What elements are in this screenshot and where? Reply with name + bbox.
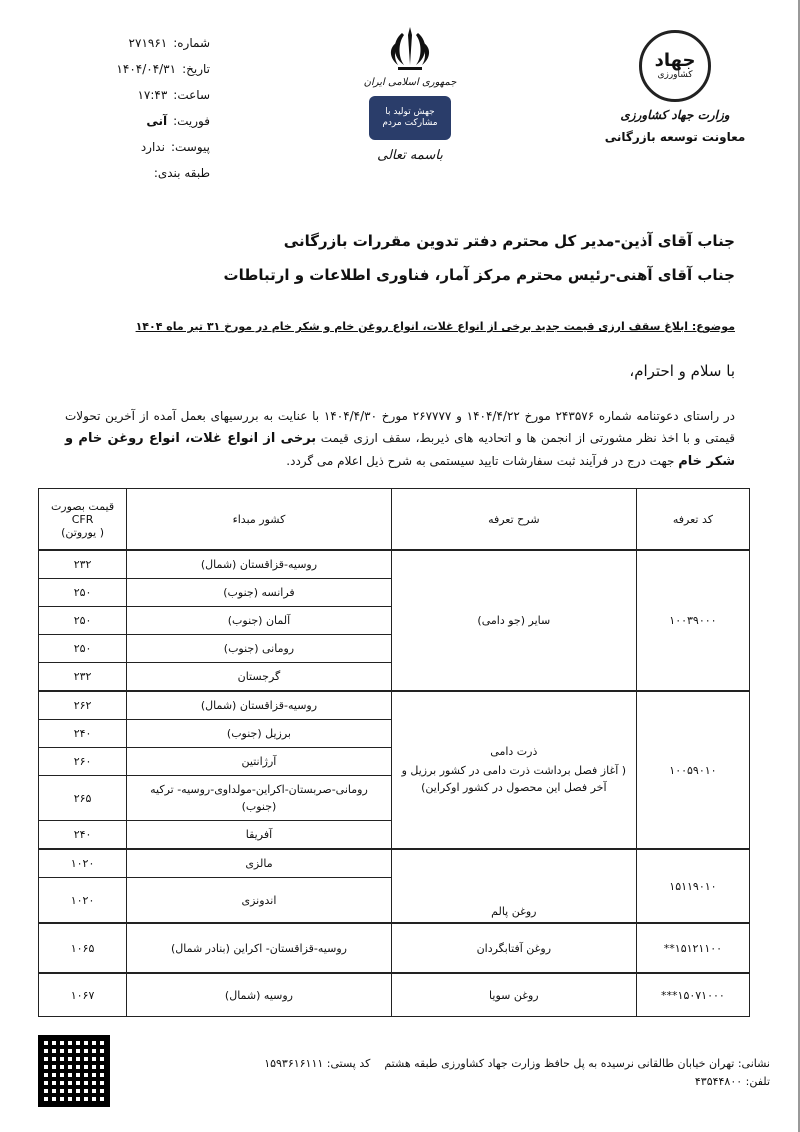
table-row bbox=[39, 550, 750, 579]
table-row bbox=[39, 849, 750, 878]
header-code: کد تعرفه bbox=[636, 489, 749, 551]
tariff-desc-note: ( آغاز فصل برداشت ذرت دامی در کشور برزیل و آخر فصل این محصول در کشور اوکراین) bbox=[401, 763, 627, 794]
price-cell: ۲۵۰ bbox=[39, 579, 127, 607]
price-cell: ۲۴۰ bbox=[39, 720, 127, 748]
origin-cell: مالزی bbox=[127, 849, 392, 878]
tariff-code: ۱۵۰۷۱۰۰۰*** bbox=[636, 973, 749, 1017]
price-cell: ۱۰۶۷ bbox=[39, 973, 127, 1017]
meta-attachment bbox=[60, 134, 210, 160]
origin-cell: روسیه (شمال) bbox=[127, 973, 392, 1017]
origin-cell: آفریقا bbox=[127, 821, 392, 850]
header-price-line1: قیمت بصورت bbox=[50, 499, 115, 513]
tariff-desc bbox=[391, 691, 636, 849]
urgency-label: فوریت: bbox=[173, 114, 210, 128]
origin-cell: گرجستان bbox=[127, 663, 392, 692]
price-cell: ۱۰۲۰ bbox=[39, 849, 127, 878]
greeting: با سلام و احترام، bbox=[629, 362, 735, 380]
time-value: ۱۷:۴۳ bbox=[137, 88, 168, 102]
origin-cell: اندونزی bbox=[127, 878, 392, 924]
origin-cell: روسیه-قزاقستان- اکراین (بنادر شمال) bbox=[127, 923, 392, 973]
emblem-caption: جمهوری اسلامی ایران bbox=[363, 77, 457, 88]
price-cell: ۲۳۲ bbox=[39, 663, 127, 692]
meta-classification bbox=[60, 160, 210, 186]
origin-cell: رومانی (جنوب) bbox=[127, 635, 392, 663]
tariff-code: ۱۵۱۱۹۰۱۰ bbox=[636, 849, 749, 923]
attachment-value: ندارد bbox=[140, 140, 165, 154]
logo-small-text: کشاورزی bbox=[657, 70, 693, 80]
addressee-2: جناب آقای آهنی-رئیس محترم مرکز آمار، فناوری اطلاعات و ارتباطات bbox=[223, 266, 735, 284]
origin-cell: برزیل (جنوب) bbox=[127, 720, 392, 748]
deputy-name: معاونت توسعه بازرگانی bbox=[604, 130, 746, 144]
table-row bbox=[39, 691, 750, 720]
date-label: تاریخ: bbox=[182, 62, 210, 76]
ministry-name: وزارت جهاد کشاورزی bbox=[620, 108, 730, 122]
origin-cell: آلمان (جنوب) bbox=[127, 607, 392, 635]
table-row bbox=[39, 923, 750, 973]
tariff-desc: سایر (جو دامی) bbox=[391, 550, 636, 691]
price-table bbox=[38, 488, 750, 1017]
price-cell: ۲۵۰ bbox=[39, 607, 127, 635]
price-cell: ۲۶۵ bbox=[39, 776, 127, 821]
meta-urgency bbox=[60, 108, 210, 134]
footer-phone: تلفن: ۴۳۵۴۴۸۰۰ bbox=[694, 1075, 770, 1088]
price-cell: ۲۵۰ bbox=[39, 635, 127, 663]
footer-postal: کد پستی: ۱۵۹۳۶۱۶۱۱۱ bbox=[264, 1057, 371, 1070]
origin-cell: روسیه-قزاقستان (شمال) bbox=[127, 550, 392, 579]
tariff-desc-title: ذرت دامی bbox=[490, 744, 538, 758]
origin-cell: آرژانتین bbox=[127, 748, 392, 776]
classification-label: طبقه بندی: bbox=[153, 166, 210, 180]
letter-meta bbox=[60, 30, 210, 186]
header-price-line3: ( یوروتن) bbox=[61, 525, 104, 539]
qr-code-icon bbox=[38, 1035, 110, 1107]
tariff-desc: روغن سویا bbox=[391, 973, 636, 1017]
origin-cell: فرانسه (جنوب) bbox=[127, 579, 392, 607]
footer-address: نشانی: تهران خیابان طالقانی نرسیده به پل حافظ وزارت جهاد کشاورزی طبقه هشتم bbox=[384, 1057, 770, 1070]
table-row bbox=[39, 973, 750, 1017]
bismihi-signature: باسمه تعالی bbox=[377, 148, 443, 163]
origin-cell: روسیه-قزاقستان (شمال) bbox=[127, 691, 392, 720]
emblem-icon bbox=[388, 25, 432, 71]
price-cell: ۲۴۰ bbox=[39, 821, 127, 850]
tariff-desc: روغن پالم bbox=[391, 849, 636, 923]
meta-time bbox=[60, 82, 210, 108]
tariff-code: ۱۰۰۳۹۰۰۰ bbox=[636, 550, 749, 691]
date-value: ۱۴۰۴/۰۴/۳۱ bbox=[116, 62, 177, 76]
header-desc: شرح تعرفه bbox=[391, 489, 636, 551]
attachment-label: پیوست: bbox=[170, 140, 210, 154]
table-header-row bbox=[39, 489, 750, 551]
body-bold: برخی از انواع غلات، انواع روغن خام و شکر خام bbox=[65, 431, 735, 469]
price-cell: ۲۳۲ bbox=[39, 550, 127, 579]
meta-date bbox=[60, 56, 210, 82]
header-price-line2: CFR bbox=[71, 512, 94, 526]
tariff-desc: روغن آفتابگردان bbox=[391, 923, 636, 973]
price-cell: ۱۰۲۰ bbox=[39, 878, 127, 924]
price-cell: ۲۶۲ bbox=[39, 691, 127, 720]
tariff-code: ۱۵۱۲۱۱۰۰** bbox=[636, 923, 749, 973]
origin-cell: رومانی-صربستان-اکراین-مولداوی-روسیه- ترکیه (جنوب) bbox=[127, 776, 392, 821]
jihad-logo-icon bbox=[639, 30, 711, 102]
number-value: ۲۷۱۹۶۱ bbox=[128, 36, 168, 50]
ministry-logo bbox=[600, 30, 750, 144]
national-emblem bbox=[355, 25, 465, 163]
number-label: شماره: bbox=[173, 36, 210, 50]
footer-contact bbox=[250, 1055, 770, 1091]
meta-number bbox=[60, 30, 210, 56]
seal-text: جهش تولید با مشارکت مردم bbox=[382, 107, 438, 128]
body-part-2: جهت درج در فرآیند ثبت سفارشات تایید سیستمی به شرح ذیل اعلام می گردد. bbox=[286, 454, 675, 468]
logo-big-text: جهاد bbox=[654, 50, 696, 71]
addressee-1: جناب آقای آذین-مدیر کل محترم دفتر تدوین مقررات بازرگانی bbox=[283, 232, 735, 250]
urgency-value: آنی bbox=[146, 114, 168, 128]
price-cell: ۱۰۶۵ bbox=[39, 923, 127, 973]
tariff-code: ۱۰۰۵۹۰۱۰ bbox=[636, 691, 749, 849]
price-cell: ۲۶۰ bbox=[39, 748, 127, 776]
header-origin: کشور مبداء bbox=[127, 489, 392, 551]
subject-line: موضوع: ابلاغ سقف ارزی قیمت جدید برخی از انواع غلات، انواع روغن خام و شکر خام در مورخ ۳۱ تیر ماه ۱۴۰۴ bbox=[135, 320, 735, 333]
time-label: ساعت: bbox=[173, 88, 210, 102]
body-paragraph bbox=[65, 405, 735, 473]
header-price bbox=[39, 489, 127, 551]
body-part-1: در راستای دعوتنامه شماره ۲۴۳۵۷۶ مورخ ۱۴۰۴/۴/۲۲ و ۲۶۷۷۷۷ مورخ ۱۴۰۴/۴/۳۰ با عنایت به بررسیهای بعمل آمده از آخرین تحولات قیمتی و با اخذ نظر مشورتی از انجمن ها و اتحادیه های ذیربط، سقف ارزی قیمت bbox=[65, 409, 735, 445]
slogan-seal bbox=[369, 96, 451, 140]
